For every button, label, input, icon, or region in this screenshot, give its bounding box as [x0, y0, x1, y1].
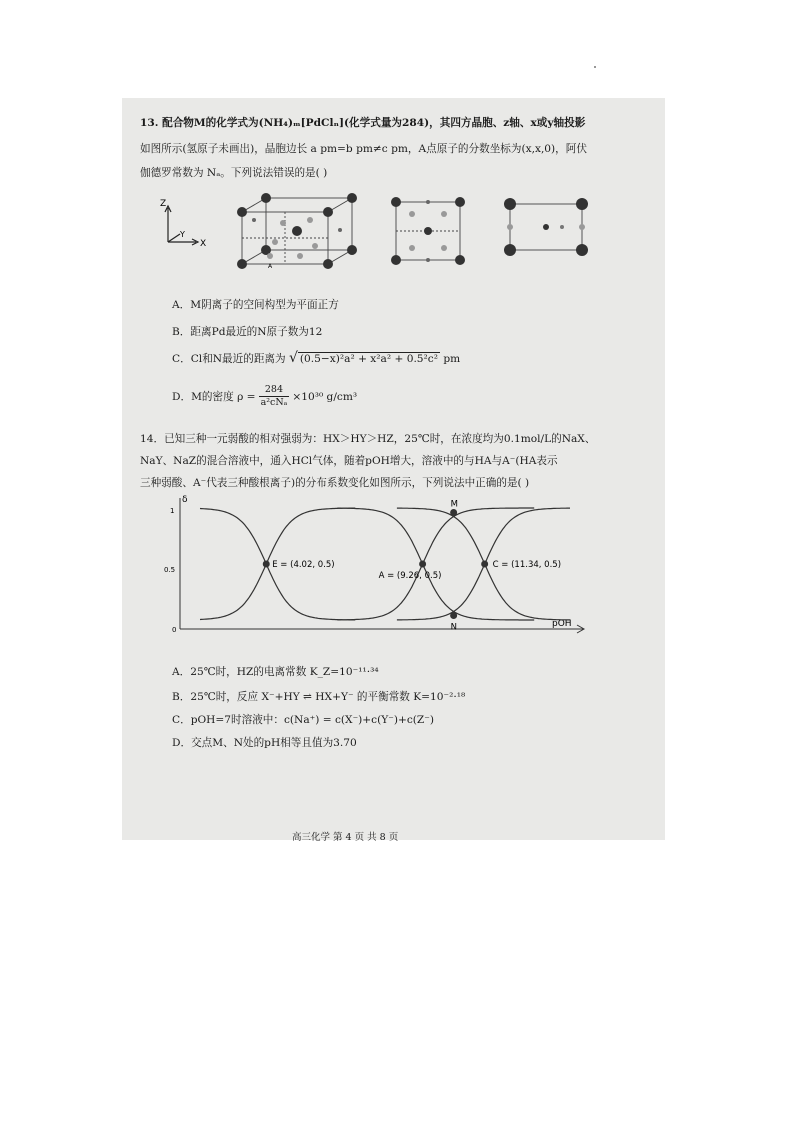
axis-indicator	[165, 206, 198, 245]
density-denominator: a²cNₐ	[260, 397, 288, 408]
y-tick-0: 0	[172, 626, 177, 634]
projection-x-atoms	[504, 198, 588, 256]
point-N	[450, 612, 457, 619]
q13-option-c-expr: (0.5−x)²a² + x²a² + 0.5²c²	[299, 353, 438, 365]
q13-line1: 13. 配合物M的化学式为(NH₄)ₘ[PdClₙ](化学式量为284)，其四方晶胞、z轴、x或y轴投影	[140, 117, 586, 129]
stray-mark	[594, 66, 596, 68]
q14-option-d: D．交点M、N处的pH相等且值为3.70	[172, 737, 357, 749]
point-M	[450, 509, 457, 516]
q13-option-c-unit: pm	[443, 353, 461, 365]
page-footer: 高三化学 第 4 页 共 8 页	[292, 832, 399, 843]
q13-option-d	[172, 384, 357, 409]
q14-line1: 14．已知三种一元弱酸的相对强弱为：HX＞HY＞HZ，25℃时，在浓度均为0.1mol/L的NaX、	[140, 433, 596, 445]
y-tick-1: 1	[170, 507, 175, 515]
q14-option-b: B．25℃时，反应 X⁻+HY ⇌ HX+Y⁻ 的平衡常数 K=10⁻²·¹⁸	[172, 691, 466, 703]
crystal-structure-figure	[150, 190, 610, 280]
q13-line3: 伽德罗常数为 Nₐ。下列说法错误的是( )	[140, 167, 328, 179]
x-axis-label: pOH	[552, 619, 572, 629]
point-label-M: M	[450, 499, 458, 510]
axis-z-label: Z	[160, 199, 167, 209]
q13-option-b: B．距离Pd最近的N原子数为12	[172, 326, 323, 338]
density-numerator: 284	[264, 384, 284, 395]
point-label-A: A = (9.26, 0.5)	[378, 571, 442, 581]
y-axis-label: δ	[182, 495, 188, 505]
q14-option-a: A．25℃时，HZ的电离常数 K_Z=10⁻¹¹·³⁴	[172, 666, 379, 678]
point-label-N: N	[450, 622, 457, 633]
distribution-chart	[160, 492, 590, 642]
point-label-E: E = (4.02, 0.5)	[272, 560, 335, 570]
q13-option-c-label: C．Cl和N最近的距离为	[172, 353, 286, 365]
q14-line3: 三种弱酸、A⁻代表三种酸根离子)的分布系数变化如图所示，下列说法中正确的是( )	[140, 477, 530, 489]
axis-y-label: Y	[180, 230, 185, 239]
q13-option-a: A．M阴离子的空间构型为平面正方	[172, 299, 339, 311]
sqrt-icon: √	[289, 350, 298, 366]
q13-option-d-tail: ×10³⁰ g/cm³	[292, 390, 358, 403]
q14-option-c: C．pOH=7时溶液中：c(Na⁺) = c(X⁻)+c(Y⁻)+c(Z⁻)	[172, 714, 434, 726]
density-fraction	[259, 384, 290, 409]
q14-line2: NaY、NaZ的混合溶液中，通入HCl气体，随着pOH增大，溶液中的与HA与A⁻(HA表示	[140, 455, 558, 467]
q13-option-d-label: D．M的密度 ρ =	[172, 391, 256, 403]
q13-line2: 如图所示(氢原子未画出)，晶胞边长 a pm=b pm≠c pm，A点原子的分数坐标为(x,x,0)，阿伏	[140, 143, 587, 155]
point-E	[263, 561, 270, 568]
atom-a-label: A	[268, 263, 273, 270]
point-label-C: C = (11.34, 0.5)	[492, 560, 562, 570]
point-A	[419, 561, 426, 568]
q13-option-c	[172, 350, 460, 366]
y-tick-05: 0.5	[164, 566, 176, 574]
point-C	[481, 561, 488, 568]
axis-x-label: X	[200, 239, 207, 249]
